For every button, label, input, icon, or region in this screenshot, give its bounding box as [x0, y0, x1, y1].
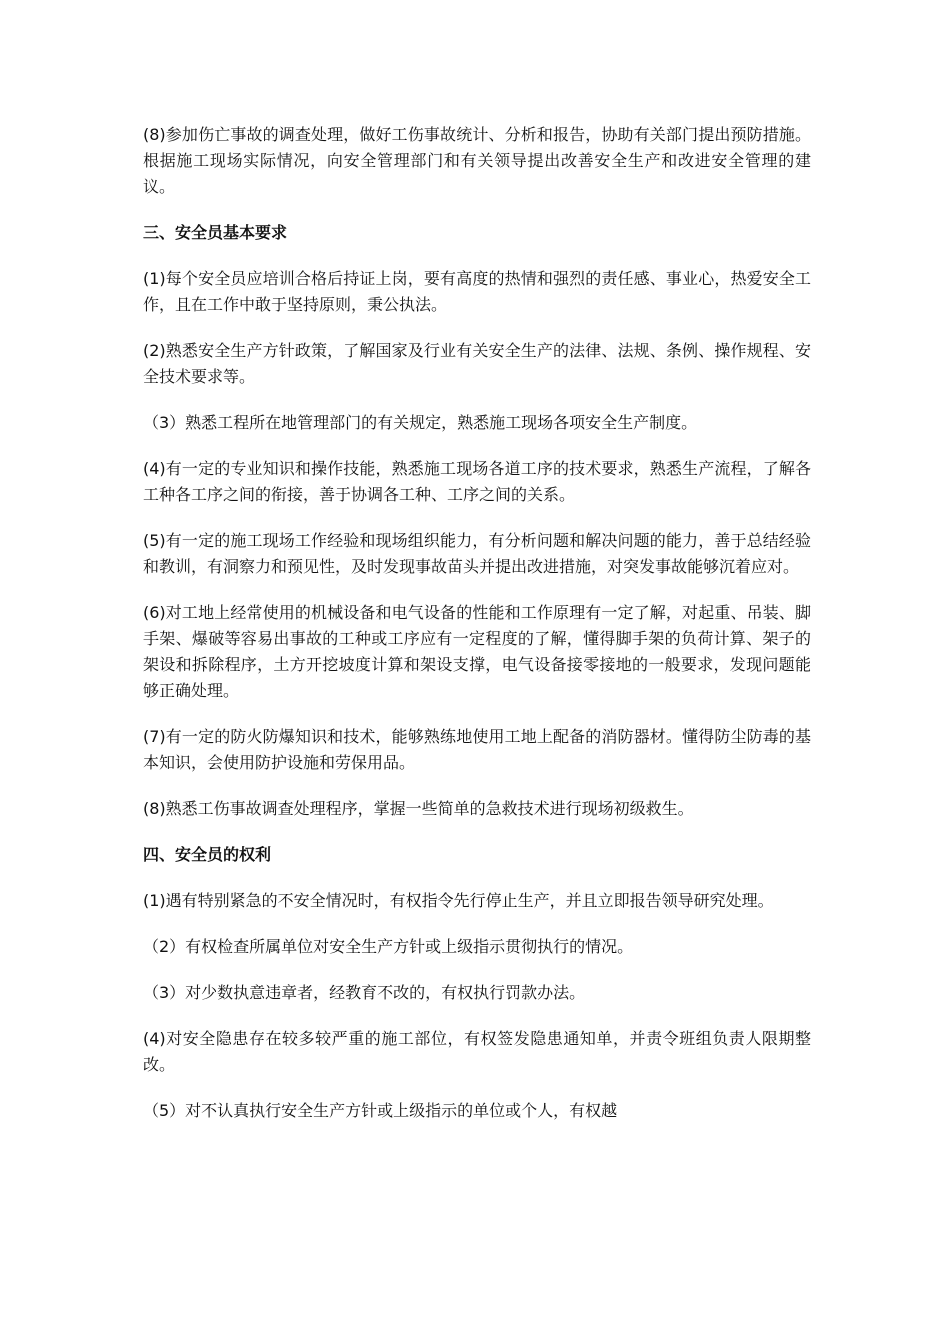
paragraph-requirement-7: (7)有一定的防火防爆知识和技术，能够熟练地使用工地上配备的消防器材。懂得防尘防毒的基本知识，会使用防护设施和劳保用品。	[143, 727, 811, 772]
paragraph-8-accident-investigation: (8)参加伤亡事故的调查处理，做好工伤事故统计、分析和报告，协助有关部门提出预防措施。根据施工现场实际情况，向安全管理部门和有关领导提出改善安全生产和改进安全管理的建议。	[143, 125, 811, 196]
paragraph-requirement-8: (8)熟悉工伤事故调查处理程序，掌握一些简单的急救技术进行现场初级救生。	[143, 799, 694, 818]
paragraph-requirement-2: (2)熟悉安全生产方针政策，了解国家及行业有关安全生产的法律、法规、条例、操作规程、安全技术要求等。	[143, 341, 811, 386]
paragraph-right-3: （3）对少数执意违章者，经教育不改的，有权执行罚款办法。	[143, 983, 586, 1002]
paragraph-requirement-1: (1)每个安全员应培训合格后持证上岗，要有高度的热情和强烈的责任感、事业心，热爱安全工作，且在工作中敢于坚持原则，秉公执法。	[143, 269, 811, 314]
paragraph-right-4: (4)对安全隐患存在较多较严重的施工部位，有权签发隐患通知单，并责令班组负责人限期整改。	[143, 1029, 811, 1074]
document-page	[143, 122, 811, 1144]
paragraph-requirement-6: (6)对工地上经常使用的机械设备和电气设备的性能和工作原理有一定了解，对起重、吊装、脚手架、爆破等容易出事故的工种或工序应有一定程度的了解，懂得脚手架的负荷计算、架子的架设和拆除程序，土方开挖坡度计算和架设支撑，电气设备接零接地的一般要求，发现问题能够正确处理。	[143, 603, 811, 700]
paragraph-requirement-4: (4)有一定的专业知识和操作技能，熟悉施工现场各道工序的技术要求，熟悉生产流程，了解各工种各工序之间的衔接，善于协调各工种、工序之间的关系。	[143, 459, 811, 504]
paragraph-right-2: （2）有权检查所属单位对安全生产方针或上级指示贯彻执行的情况。	[143, 937, 634, 956]
section-heading-basic-requirements: 三、安全员基本要求	[143, 223, 288, 242]
section-heading-rights: 四、安全员的权利	[143, 845, 272, 864]
paragraph-right-5: （5）对不认真执行安全生产方针或上级指示的单位或个人，有权越	[143, 1101, 618, 1120]
paragraph-requirement-3: （3）熟悉工程所在地管理部门的有关规定，熟悉施工现场各项安全生产制度。	[143, 413, 698, 432]
paragraph-requirement-5: (5)有一定的施工现场工作经验和现场组织能力，有分析问题和解决问题的能力，善于总结经验和教训，有洞察力和预见性，及时发现事故苗头并提出改进措施，对突发事故能够沉着应对。	[143, 531, 811, 576]
paragraph-right-1: (1)遇有特别紧急的不安全情况时，有权指令先行停止生产，并且立即报告领导研究处理。	[143, 891, 774, 910]
